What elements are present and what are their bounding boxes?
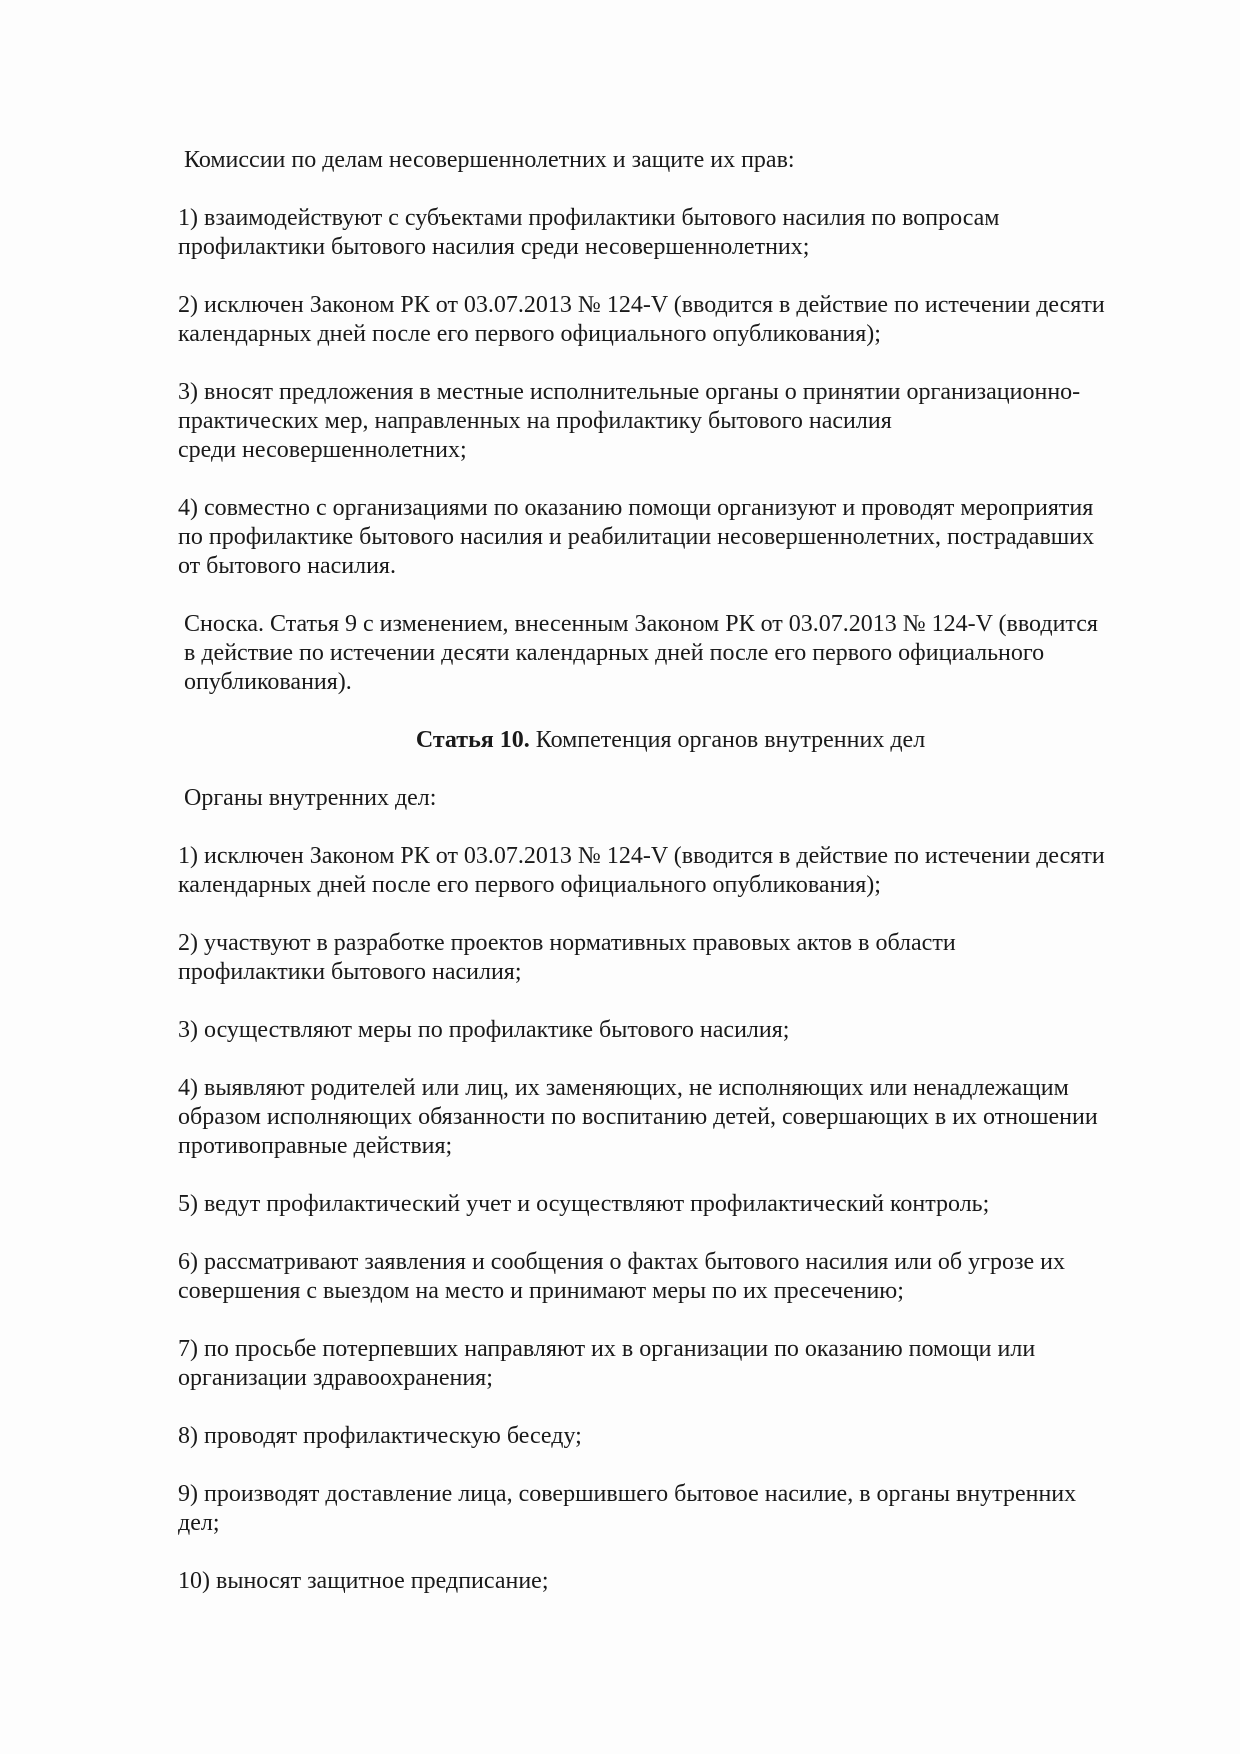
article10-item-9: 9) производят доставление лица, совершившего бытовое насилие, в органы внутренних дел; bbox=[178, 1481, 1077, 1536]
article10-label: Статья 10. bbox=[415, 727, 530, 753]
article10-heading bbox=[178, 726, 1163, 755]
article9-footnote: Сноска. Статья 9 с изменением, внесенным Законом РК от 03.07.2013 № 124-V (вводится в действие по истечении десяти календарных дней после его первого официального опубликования). bbox=[184, 611, 1098, 695]
article10-item-6: 6) рассматривают заявления и сообщения о фактах бытового насилия или об угрозе их совершения с выездом на место и принимают меры по их пресечению; bbox=[178, 1249, 1065, 1304]
article10-item-10: 10) выносят защитное предписание; bbox=[178, 1568, 549, 1594]
article10-item-7: 7) по просьбе потерпевших направляют их в организации по оказанию помощи или организации здравоохранения; bbox=[178, 1336, 1036, 1391]
article10-item-3: 3) осуществляют меры по профилактике бытового насилия; bbox=[178, 1017, 790, 1043]
article9-item-3: 3) вносят предложения в местные исполнительные органы о принятии организационно- практических мер, направленных на профилактику бытового насилия среди несовершеннолетних; bbox=[178, 379, 1081, 463]
article10-item-2: 2) участвуют в разработке проектов нормативных правовых актов в области профилактики бытового насилия; bbox=[178, 930, 956, 985]
police-intro: Органы внутренних дел: bbox=[184, 785, 437, 811]
article10-item-8: 8) проводят профилактическую беседу; bbox=[178, 1423, 582, 1449]
article9-item-2: 2) исключен Законом РК от 03.07.2013 № 124-V (вводится в действие по истечении десяти календарных дней после его первого официального опубликования); bbox=[178, 292, 1105, 347]
commission-intro: Комиссии по делам несовершеннолетних и защите их прав: bbox=[184, 147, 795, 173]
article10-item-5: 5) ведут профилактический учет и осуществляют профилактический контроль; bbox=[178, 1191, 990, 1217]
document-body bbox=[178, 146, 1163, 1625]
article10-item-1: 1) исключен Законом РК от 03.07.2013 № 124-V (вводится в действие по истечении десяти календарных дней после его первого официального опубликования); bbox=[178, 843, 1105, 898]
article9-item-4: 4) совместно с организациями по оказанию помощи организуют и проводят мероприятия по профилактике бытового насилия и реабилитации несовершеннолетних, пострадавших от бытового насилия. bbox=[178, 495, 1095, 579]
article10-title: Компетенция органов внутренних дел bbox=[529, 727, 926, 753]
article9-item-1: 1) взаимодействуют с субъектами профилактики бытового насилия по вопросам профилактики бытового насилия среди несовершеннолетних; bbox=[178, 205, 1000, 260]
article10-item-4: 4) выявляют родителей или лиц, их заменяющих, не исполняющих или ненадлежащим образом исполняющих обязанности по воспитанию детей, совершающих в их отношении противоправные действия; bbox=[178, 1075, 1098, 1159]
